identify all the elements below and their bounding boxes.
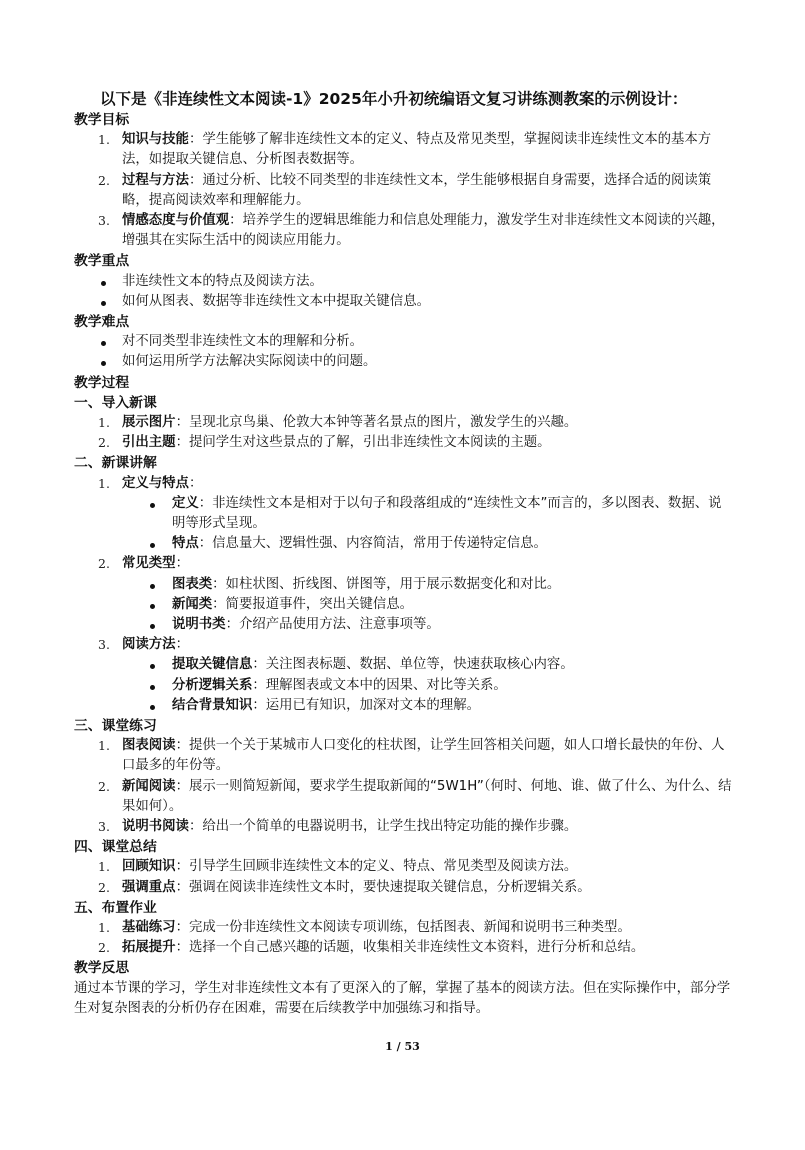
process-item (74, 857, 734, 877)
item-suffix: ： (188, 475, 203, 491)
process-item (74, 938, 734, 958)
list-number: 2. (98, 879, 110, 895)
bullet-icon (150, 543, 155, 548)
item-text: 对不同类型非连续性文本的理解和分析。 (122, 334, 364, 350)
sub-item (74, 615, 734, 635)
bullet-icon (150, 584, 155, 589)
sub-item (74, 655, 734, 675)
process-heading: 教学过程 (74, 374, 130, 391)
process-item (74, 817, 734, 837)
item-label: 新闻类 (172, 596, 213, 612)
document-title: 以下是《非连续性文本阅读-1》2025年小升初统编语文复习讲练测教案的示例设计： (100, 90, 688, 108)
item-label: 引出主题 (122, 435, 176, 451)
item-text: ：简要报道事件，突出关键信息。 (212, 596, 414, 612)
key-points-heading: 教学重点 (74, 253, 130, 270)
item-text: ：提供一个关于某城市人口变化的柱状图，让学生回答相关问题，如人口增长最快的年份、人口最多的年份等。 (122, 738, 725, 774)
bullet-icon (150, 664, 155, 669)
list-number: 2. (98, 940, 110, 956)
bullet-icon (150, 604, 155, 609)
item-text: 如何从图表、数据等非连续性文本中提取关键信息。 (122, 293, 430, 309)
bullet-icon (150, 624, 155, 629)
item-text: ：信息量大、逻辑性强、内容简洁，常用于传递特定信息。 (198, 536, 547, 552)
section-heading: 二、新课讲解 (74, 455, 157, 472)
section-heading: 一、导入新课 (74, 394, 157, 411)
item-text: ：提问学生对这些景点的了解，引出非连续性文本阅读的主题。 (175, 435, 551, 451)
item-text: ：呈现北京鸟巢、伦敦大本钟等著名景点的图片，激发学生的兴趣。 (175, 414, 578, 430)
item-label: 新闻阅读 (122, 778, 176, 794)
item-label: 图表阅读 (122, 738, 176, 754)
item-text: ：强调在阅读非连续性文本时，要快速提取关键信息，分析逻辑关系。 (175, 879, 591, 895)
bullet-icon (150, 705, 155, 710)
item-label: 知识与技能 (122, 132, 189, 148)
process-item (74, 554, 734, 574)
item-label: 展示图片 (122, 414, 176, 430)
item-label: 阅读方法 (122, 637, 176, 653)
item-label: 过程与方法 (122, 172, 189, 188)
item-label: 定义与特点 (122, 475, 189, 491)
process-item (74, 878, 734, 898)
item-label: 说明书类 (172, 616, 226, 632)
list-number: 3. (98, 819, 110, 834)
list-number: 1. (98, 859, 110, 875)
item-suffix: ： (175, 637, 189, 653)
process-item (74, 433, 734, 453)
list-number: 1. (98, 475, 110, 491)
process-item (74, 635, 734, 655)
item-label: 提取关键信息 (172, 657, 253, 673)
item-label: 特点 (172, 536, 199, 552)
item-label: 图表类 (172, 576, 213, 592)
list-number: 1. (98, 414, 110, 430)
item-text: ：选择一个自己感兴趣的话题，收集相关非连续性文本资料，进行分析和总结。 (175, 940, 645, 956)
difficulties-heading: 教学难点 (74, 314, 130, 330)
item-text: 非连续性文本的特点及阅读方法。 (122, 273, 323, 289)
bullet-icon (150, 685, 155, 690)
item-label: 回顾知识 (122, 859, 176, 875)
key-point-item (74, 292, 734, 312)
process-item (74, 474, 734, 494)
list-number: 3. (98, 637, 110, 653)
document-body (74, 110, 734, 1019)
key-point-item (74, 272, 734, 292)
bullet-icon (150, 503, 155, 508)
item-text: 如何运用所学方法解决实际阅读中的问题。 (122, 354, 377, 370)
section-heading: 四、课堂总结 (74, 839, 157, 856)
objective-item (74, 171, 734, 211)
item-label: 基础练习 (122, 919, 176, 935)
item-label: 说明书阅读 (122, 819, 189, 834)
item-text: ：通过分析、比较不同类型的非连续性文本，学生能够根据自身需要，选择合适的阅读策略，提高阅读效率和理解能力。 (122, 172, 712, 208)
item-label: 分析逻辑关系 (172, 677, 253, 693)
item-label: 常见类型 (122, 556, 176, 572)
sub-item (74, 696, 734, 716)
item-text: ：给出一个简单的电器说明书，让学生找出特定功能的操作步骤。 (188, 819, 578, 834)
difficulty-item (74, 352, 734, 372)
sub-item (74, 534, 734, 554)
objective-item (74, 130, 734, 170)
item-label: 强调重点 (122, 879, 176, 895)
reflection-heading: 教学反思 (74, 960, 130, 977)
list-number: 1. (98, 738, 110, 754)
sub-item (74, 494, 734, 534)
list-number: 2. (98, 778, 110, 794)
bullet-icon (101, 361, 106, 366)
list-number: 2. (98, 435, 110, 451)
list-number: 1. (98, 919, 110, 935)
item-text: ：介绍产品使用方法、注意事项等。 (225, 616, 440, 632)
item-label: 定义 (172, 495, 199, 511)
item-text: ：学生能够了解非连续性文本的定义、特点及常见类型，掌握阅读非连续性文本的基本方法，如提取关键信息、分析图表数据等。 (122, 132, 712, 168)
process-item (74, 736, 734, 776)
section-heading: 五、布置作业 (74, 899, 157, 916)
objective-item (74, 211, 734, 251)
bullet-icon (101, 281, 106, 286)
reflection-text: 通过本节课的学习，学生对非连续性文本有了更深入的了解，掌握了基本的阅读方法。但在实际操作中，部分学生对复杂图表的分析仍存在困难，需要在后续教学中加强练习和指导。 (74, 980, 731, 1016)
item-text: ：理解图表或文本中的因果、对比等关系。 (252, 677, 507, 693)
bullet-icon (101, 301, 106, 306)
process-item (74, 413, 734, 433)
objectives-heading: 教学目标 (74, 112, 130, 128)
item-label: 拓展提升 (122, 940, 176, 956)
item-text: ：如柱状图、折线图、饼图等，用于展示数据变化和对比。 (212, 576, 561, 592)
item-text: ：非连续性文本是相对于以句子和段落组成的“连续性文本”而言的，多以图表、数据、说明等形式呈现。 (172, 495, 722, 531)
process-item (74, 777, 734, 817)
list-number: 2. (98, 172, 110, 188)
item-text: ：完成一份非连续性文本阅读专项训练，包括图表、新闻和说明书三种类型。 (175, 919, 631, 935)
item-text: ：培养学生的逻辑思维能力和信息处理能力，激发学生对非连续性文本阅读的兴趣，增强其在实际生活中的阅读应用能力。 (122, 213, 725, 249)
list-number: 2. (98, 556, 110, 572)
list-number: 3. (98, 213, 110, 228)
item-label: 结合背景知识 (172, 697, 253, 713)
process-item (74, 918, 734, 938)
item-text: ：运用已有知识，加深对文本的理解。 (252, 697, 480, 713)
difficulty-item (74, 332, 734, 352)
item-text: ：引导学生回顾非连续性文本的定义、特点、常见类型及阅读方法。 (175, 859, 578, 875)
item-label: 情感态度与价值观 (122, 213, 230, 228)
sub-item (74, 595, 734, 615)
item-text: ：展示一则简短新闻，要求学生提取新闻的“5W1H”（何时、何地、谁、做了什么、为什么、结果如何）。 (122, 778, 732, 814)
sub-item (74, 676, 734, 696)
list-number: 1. (98, 132, 110, 148)
item-text: ：关注图表标题、数据、单位等，快速获取核心内容。 (252, 657, 574, 673)
section-heading: 三、课堂练习 (74, 718, 157, 734)
bullet-icon (101, 341, 106, 346)
sub-item (74, 575, 734, 595)
item-suffix: ： (175, 556, 189, 572)
page-number: 1 / 53 (385, 1040, 420, 1053)
